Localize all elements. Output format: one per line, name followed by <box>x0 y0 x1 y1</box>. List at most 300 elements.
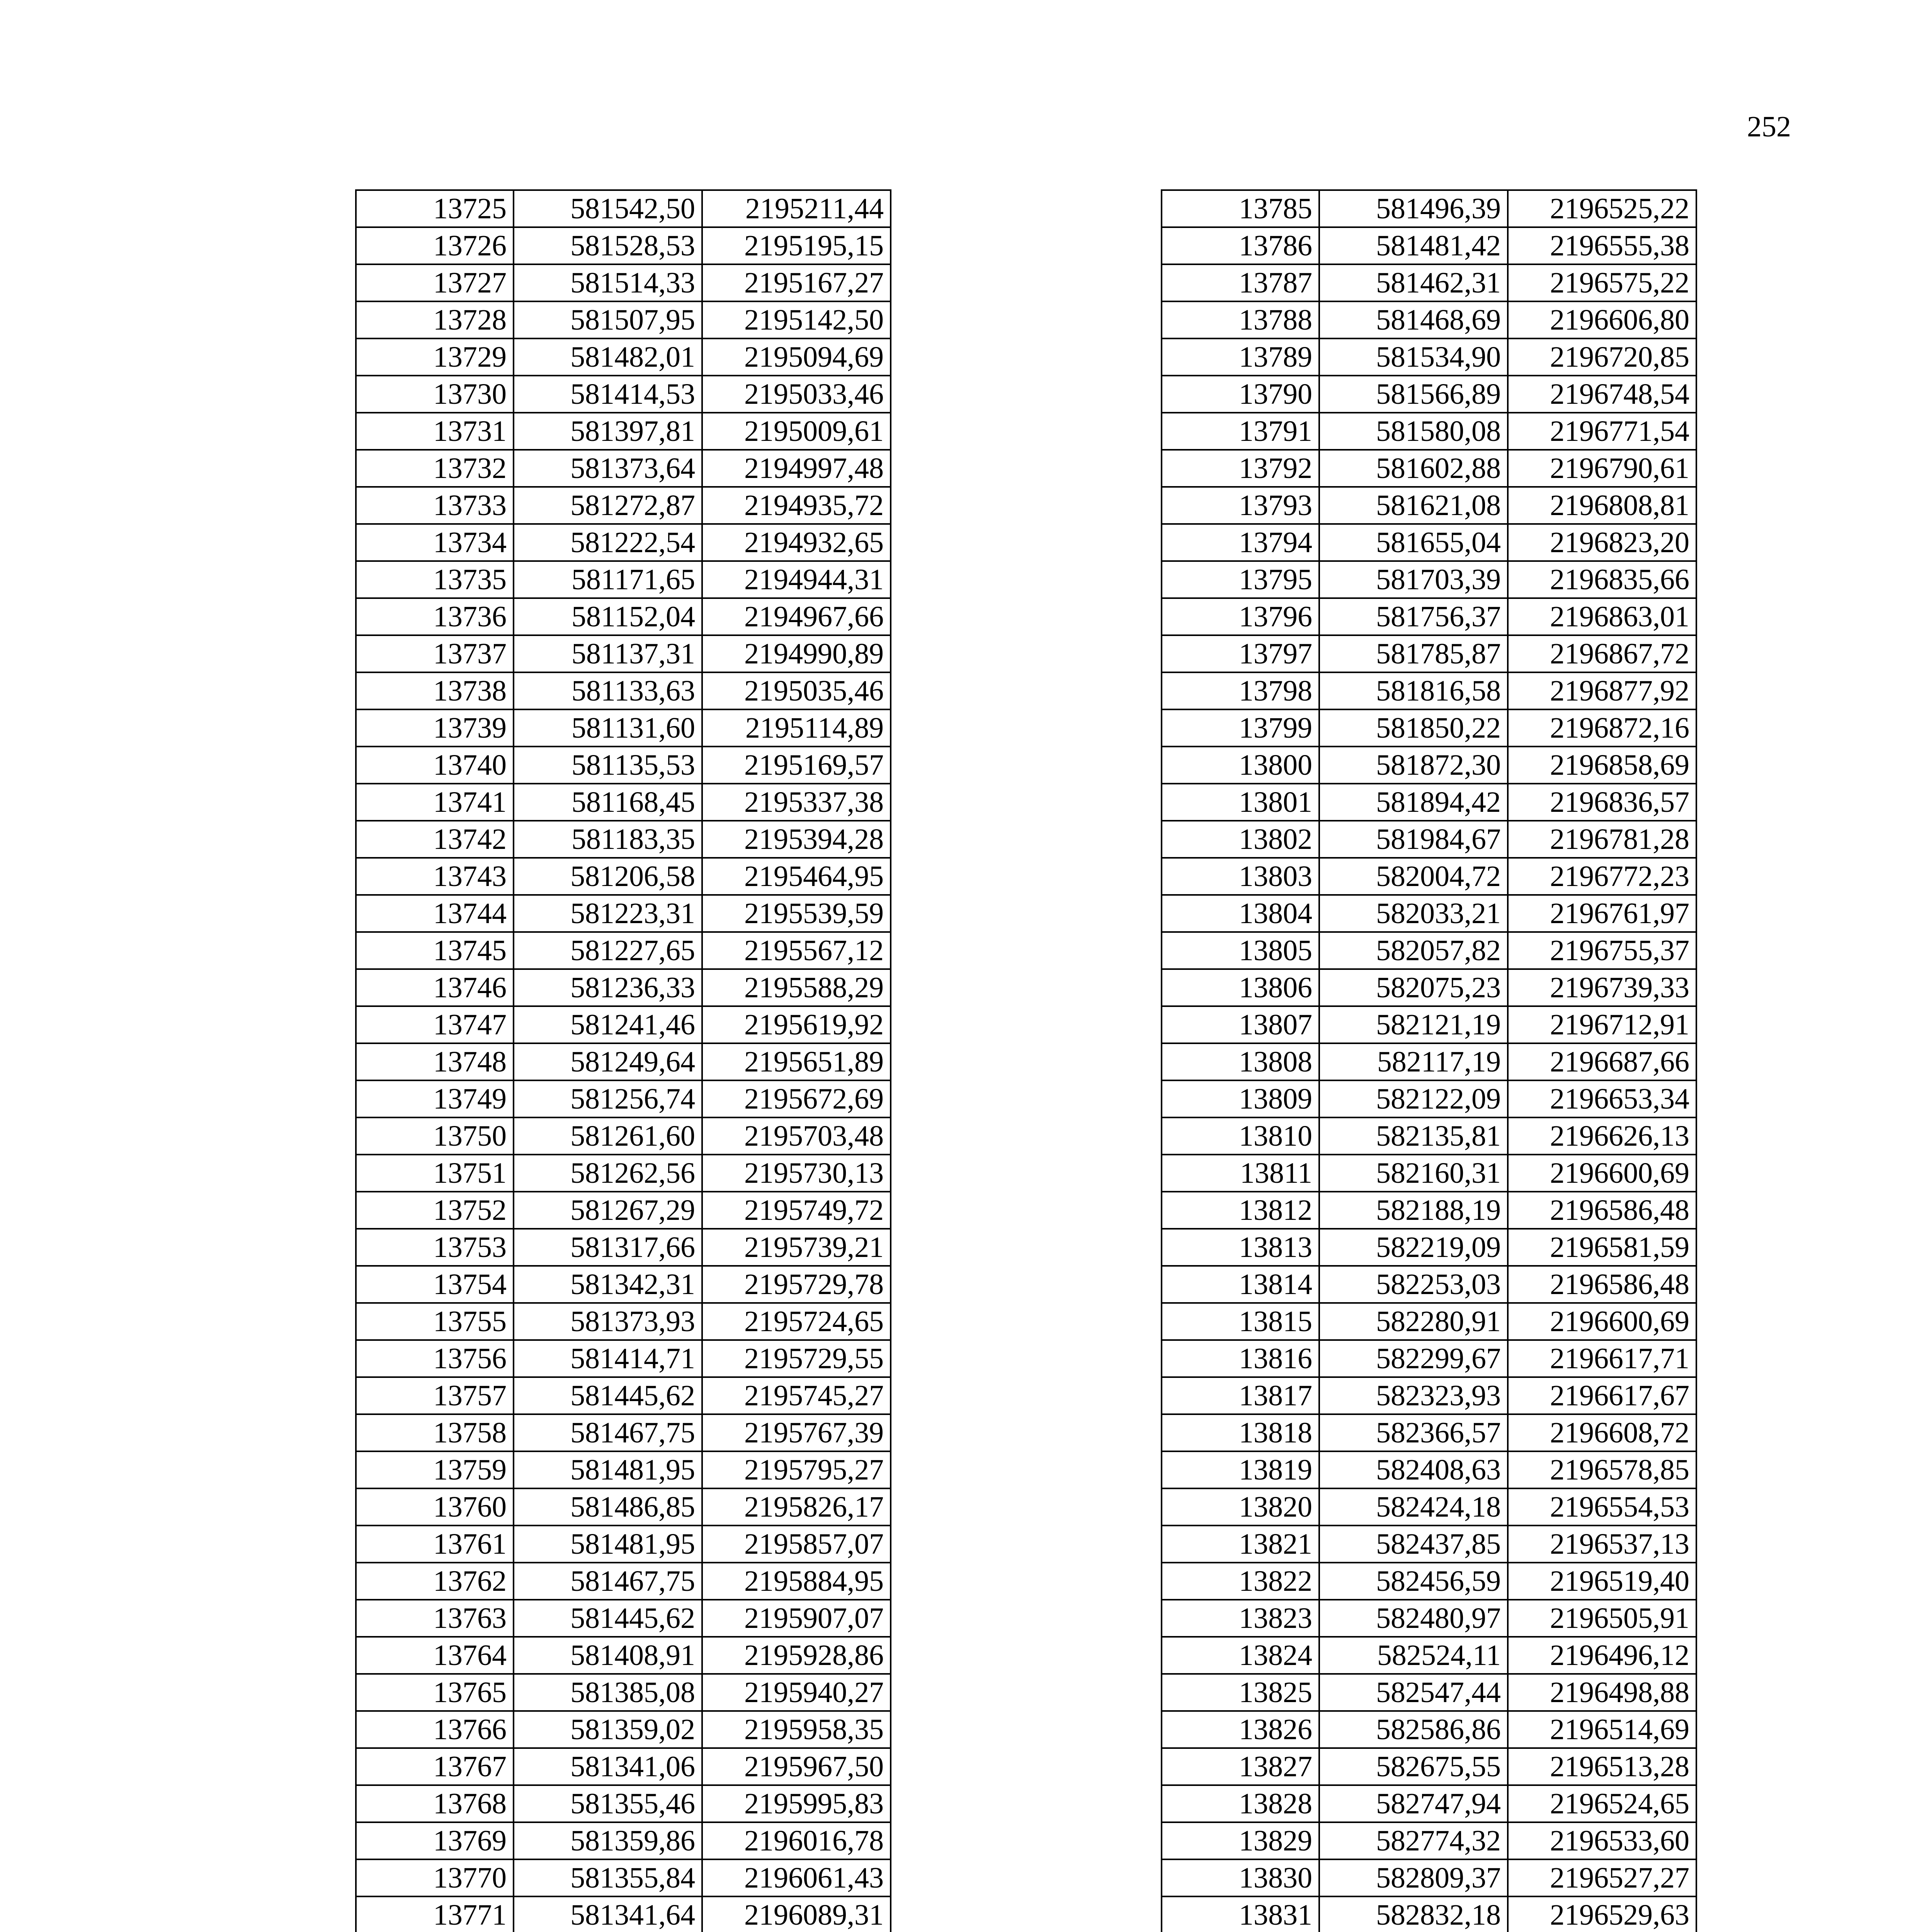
y-coordinate-cell: 2195749,72 <box>702 1192 891 1229</box>
y-coordinate-cell: 2196575,22 <box>1508 264 1696 301</box>
point-number-cell: 13803 <box>1162 858 1319 895</box>
point-number-cell: 13820 <box>1162 1488 1319 1526</box>
point-number-cell: 13828 <box>1162 1785 1319 1822</box>
point-number-cell: 13725 <box>356 190 514 227</box>
point-number-cell: 13763 <box>356 1600 514 1637</box>
point-number-cell: 13770 <box>356 1859 514 1896</box>
y-coordinate-cell: 2196877,92 <box>1508 672 1696 709</box>
table-row <box>1162 1117 1696 1155</box>
table-row <box>1162 895 1696 932</box>
table-row <box>1162 1229 1696 1266</box>
point-number-cell: 13744 <box>356 895 514 932</box>
table-row <box>356 1637 891 1674</box>
point-number-cell: 13727 <box>356 264 514 301</box>
y-coordinate-cell: 2195035,46 <box>702 672 891 709</box>
y-coordinate-cell: 2196761,97 <box>1508 895 1696 932</box>
y-coordinate-cell: 2195114,89 <box>702 709 891 747</box>
x-coordinate-cell: 581467,75 <box>514 1563 702 1600</box>
x-coordinate-cell: 581534,90 <box>1319 338 1508 376</box>
point-number-cell: 13823 <box>1162 1600 1319 1637</box>
x-coordinate-cell: 581341,64 <box>514 1896 702 1932</box>
x-coordinate-cell: 581256,74 <box>514 1080 702 1117</box>
y-coordinate-cell: 2196089,31 <box>702 1896 891 1932</box>
x-coordinate-cell: 582809,37 <box>1319 1859 1508 1896</box>
y-coordinate-cell: 2196525,22 <box>1508 190 1696 227</box>
point-number-cell: 13733 <box>356 487 514 524</box>
table-row <box>356 598 891 635</box>
point-number-cell: 13757 <box>356 1377 514 1414</box>
table-row <box>356 709 891 747</box>
y-coordinate-cell: 2195009,61 <box>702 413 891 450</box>
y-coordinate-cell: 2196529,63 <box>1508 1896 1696 1932</box>
table-row <box>356 1563 891 1600</box>
x-coordinate-cell: 581655,04 <box>1319 524 1508 561</box>
point-number-cell: 13734 <box>356 524 514 561</box>
x-coordinate-cell: 582675,55 <box>1319 1748 1508 1785</box>
point-number-cell: 13822 <box>1162 1563 1319 1600</box>
y-coordinate-cell: 2196808,81 <box>1508 487 1696 524</box>
x-coordinate-cell: 581168,45 <box>514 784 702 821</box>
y-coordinate-cell: 2196720,85 <box>1508 338 1696 376</box>
x-coordinate-cell: 581171,65 <box>514 561 702 598</box>
x-coordinate-cell: 582747,94 <box>1319 1785 1508 1822</box>
y-coordinate-cell: 2196581,59 <box>1508 1229 1696 1266</box>
y-coordinate-cell: 2194944,31 <box>702 561 891 598</box>
y-coordinate-cell: 2195795,27 <box>702 1451 891 1488</box>
y-coordinate-cell: 2195739,21 <box>702 1229 891 1266</box>
y-coordinate-cell: 2196586,48 <box>1508 1192 1696 1229</box>
x-coordinate-cell: 581359,86 <box>514 1822 702 1859</box>
y-coordinate-cell: 2196858,69 <box>1508 747 1696 784</box>
x-coordinate-cell: 582160,31 <box>1319 1155 1508 1192</box>
y-coordinate-cell: 2194990,89 <box>702 635 891 672</box>
y-coordinate-cell: 2196835,66 <box>1508 561 1696 598</box>
x-coordinate-cell: 581206,58 <box>514 858 702 895</box>
y-coordinate-cell: 2195826,17 <box>702 1488 891 1526</box>
x-coordinate-cell: 581227,65 <box>514 932 702 969</box>
point-number-cell: 13793 <box>1162 487 1319 524</box>
point-number-cell: 13750 <box>356 1117 514 1155</box>
table-row <box>1162 413 1696 450</box>
table-row <box>356 1785 891 1822</box>
point-number-cell: 13802 <box>1162 821 1319 858</box>
x-coordinate-cell: 581621,08 <box>1319 487 1508 524</box>
point-number-cell: 13726 <box>356 227 514 264</box>
point-number-cell: 13742 <box>356 821 514 858</box>
table-row <box>356 524 891 561</box>
x-coordinate-cell: 582004,72 <box>1319 858 1508 895</box>
point-number-cell: 13830 <box>1162 1859 1319 1896</box>
x-coordinate-cell: 582299,67 <box>1319 1340 1508 1377</box>
point-number-cell: 13787 <box>1162 264 1319 301</box>
x-coordinate-cell: 582121,19 <box>1319 1006 1508 1043</box>
table-row <box>1162 1414 1696 1451</box>
table-row <box>356 487 891 524</box>
table-row <box>356 1192 891 1229</box>
y-coordinate-cell: 2195211,44 <box>702 190 891 227</box>
x-coordinate-cell: 581272,87 <box>514 487 702 524</box>
y-coordinate-cell: 2195588,29 <box>702 969 891 1006</box>
x-coordinate-cell: 581133,63 <box>514 672 702 709</box>
y-coordinate-cell: 2194967,66 <box>702 598 891 635</box>
x-coordinate-cell: 582774,32 <box>1319 1822 1508 1859</box>
x-coordinate-cell: 581262,56 <box>514 1155 702 1192</box>
table-row <box>356 1303 891 1340</box>
y-coordinate-cell: 2196608,72 <box>1508 1414 1696 1451</box>
point-number-cell: 13800 <box>1162 747 1319 784</box>
x-coordinate-cell: 582323,93 <box>1319 1377 1508 1414</box>
table-row <box>1162 1711 1696 1748</box>
table-row <box>1162 1600 1696 1637</box>
table-row <box>356 227 891 264</box>
table-row <box>1162 1303 1696 1340</box>
point-number-cell: 13754 <box>356 1266 514 1303</box>
table-row <box>1162 1822 1696 1859</box>
table-body <box>356 190 891 1932</box>
y-coordinate-cell: 2195730,13 <box>702 1155 891 1192</box>
y-coordinate-cell: 2195539,59 <box>702 895 891 932</box>
x-coordinate-cell: 582135,81 <box>1319 1117 1508 1155</box>
table-row <box>1162 1377 1696 1414</box>
table-row <box>356 858 891 895</box>
table-row <box>1162 338 1696 376</box>
y-coordinate-cell: 2196739,33 <box>1508 969 1696 1006</box>
x-coordinate-cell: 581373,93 <box>514 1303 702 1340</box>
x-coordinate-cell: 582547,44 <box>1319 1674 1508 1711</box>
table-row <box>1162 1637 1696 1674</box>
table-row <box>356 1377 891 1414</box>
table-row <box>356 672 891 709</box>
point-number-cell: 13810 <box>1162 1117 1319 1155</box>
y-coordinate-cell: 2195567,12 <box>702 932 891 969</box>
table-row <box>356 1526 891 1563</box>
point-number-cell: 13795 <box>1162 561 1319 598</box>
y-coordinate-cell: 2196617,67 <box>1508 1377 1696 1414</box>
y-coordinate-cell: 2196771,54 <box>1508 413 1696 450</box>
table-row <box>1162 561 1696 598</box>
y-coordinate-cell: 2196519,40 <box>1508 1563 1696 1600</box>
y-coordinate-cell: 2195337,38 <box>702 784 891 821</box>
table-row <box>1162 598 1696 635</box>
point-number-cell: 13760 <box>356 1488 514 1526</box>
table-row <box>356 190 891 227</box>
table-row <box>356 413 891 450</box>
table-row <box>1162 1896 1696 1932</box>
y-coordinate-cell: 2195907,07 <box>702 1600 891 1637</box>
table-row <box>1162 1748 1696 1785</box>
point-number-cell: 13747 <box>356 1006 514 1043</box>
table-row <box>1162 1488 1696 1526</box>
x-coordinate-cell: 581355,46 <box>514 1785 702 1822</box>
x-coordinate-cell: 581137,31 <box>514 635 702 672</box>
x-coordinate-cell: 581756,37 <box>1319 598 1508 635</box>
x-coordinate-cell: 581135,53 <box>514 747 702 784</box>
table-row <box>1162 524 1696 561</box>
x-coordinate-cell: 581481,95 <box>514 1451 702 1488</box>
y-coordinate-cell: 2195928,86 <box>702 1637 891 1674</box>
y-coordinate-cell: 2196600,69 <box>1508 1155 1696 1192</box>
coordinates-table-left <box>355 189 891 1932</box>
x-coordinate-cell: 581542,50 <box>514 190 702 227</box>
table-row <box>356 1043 891 1080</box>
point-number-cell: 13756 <box>356 1340 514 1377</box>
table-row <box>356 895 891 932</box>
point-number-cell: 13788 <box>1162 301 1319 338</box>
y-coordinate-cell: 2196061,43 <box>702 1859 891 1896</box>
point-number-cell: 13821 <box>1162 1526 1319 1563</box>
x-coordinate-cell: 582437,85 <box>1319 1526 1508 1563</box>
table-row <box>356 1896 891 1932</box>
y-coordinate-cell: 2195167,27 <box>702 264 891 301</box>
page-number: 252 <box>1747 111 1791 143</box>
y-coordinate-cell: 2196505,91 <box>1508 1600 1696 1637</box>
table-row <box>1162 858 1696 895</box>
point-number-cell: 13816 <box>1162 1340 1319 1377</box>
y-coordinate-cell: 2196524,65 <box>1508 1785 1696 1822</box>
x-coordinate-cell: 582524,11 <box>1319 1637 1508 1674</box>
point-number-cell: 13806 <box>1162 969 1319 1006</box>
table-row <box>356 1080 891 1117</box>
table-row <box>356 1711 891 1748</box>
x-coordinate-cell: 581481,95 <box>514 1526 702 1563</box>
table-row <box>356 1229 891 1266</box>
point-number-cell: 13796 <box>1162 598 1319 635</box>
y-coordinate-cell: 2196554,53 <box>1508 1488 1696 1526</box>
table-row <box>1162 672 1696 709</box>
y-coordinate-cell: 2196836,57 <box>1508 784 1696 821</box>
point-number-cell: 13766 <box>356 1711 514 1748</box>
table-row <box>1162 227 1696 264</box>
y-coordinate-cell: 2194935,72 <box>702 487 891 524</box>
x-coordinate-cell: 582586,86 <box>1319 1711 1508 1748</box>
x-coordinate-cell: 582075,23 <box>1319 969 1508 1006</box>
table-row <box>356 1117 891 1155</box>
point-number-cell: 13749 <box>356 1080 514 1117</box>
x-coordinate-cell: 582122,09 <box>1319 1080 1508 1117</box>
x-coordinate-cell: 581342,31 <box>514 1266 702 1303</box>
point-number-cell: 13758 <box>356 1414 514 1451</box>
table-row <box>1162 1080 1696 1117</box>
x-coordinate-cell: 581397,81 <box>514 413 702 450</box>
x-coordinate-cell: 581496,39 <box>1319 190 1508 227</box>
y-coordinate-cell: 2196527,27 <box>1508 1859 1696 1896</box>
x-coordinate-cell: 581183,35 <box>514 821 702 858</box>
table-row <box>356 1451 891 1488</box>
point-number-cell: 13792 <box>1162 450 1319 487</box>
table-row <box>1162 301 1696 338</box>
x-coordinate-cell: 581152,04 <box>514 598 702 635</box>
table-row <box>356 376 891 413</box>
x-coordinate-cell: 581267,29 <box>514 1192 702 1229</box>
point-number-cell: 13812 <box>1162 1192 1319 1229</box>
x-coordinate-cell: 582366,57 <box>1319 1414 1508 1451</box>
y-coordinate-cell: 2195767,39 <box>702 1414 891 1451</box>
y-coordinate-cell: 2195729,55 <box>702 1340 891 1377</box>
table-row <box>1162 932 1696 969</box>
y-coordinate-cell: 2196617,71 <box>1508 1340 1696 1377</box>
point-number-cell: 13767 <box>356 1748 514 1785</box>
y-coordinate-cell: 2196626,13 <box>1508 1117 1696 1155</box>
y-coordinate-cell: 2196496,12 <box>1508 1637 1696 1674</box>
x-coordinate-cell: 581481,42 <box>1319 227 1508 264</box>
x-coordinate-cell: 582280,91 <box>1319 1303 1508 1340</box>
x-coordinate-cell: 581414,53 <box>514 376 702 413</box>
table-row <box>1162 1192 1696 1229</box>
y-coordinate-cell: 2196748,54 <box>1508 376 1696 413</box>
table-row <box>356 1006 891 1043</box>
point-number-cell: 13728 <box>356 301 514 338</box>
x-coordinate-cell: 581317,66 <box>514 1229 702 1266</box>
point-number-cell: 13753 <box>356 1229 514 1266</box>
x-coordinate-cell: 581984,67 <box>1319 821 1508 858</box>
table-row <box>1162 1340 1696 1377</box>
x-coordinate-cell: 582832,18 <box>1319 1896 1508 1932</box>
x-coordinate-cell: 581467,75 <box>514 1414 702 1451</box>
x-coordinate-cell: 581385,08 <box>514 1674 702 1711</box>
x-coordinate-cell: 581359,02 <box>514 1711 702 1748</box>
point-number-cell: 13769 <box>356 1822 514 1859</box>
y-coordinate-cell: 2195995,83 <box>702 1785 891 1822</box>
point-number-cell: 13791 <box>1162 413 1319 450</box>
table-row <box>1162 1785 1696 1822</box>
y-coordinate-cell: 2195958,35 <box>702 1711 891 1748</box>
y-coordinate-cell: 2196498,88 <box>1508 1674 1696 1711</box>
table-row <box>1162 1526 1696 1563</box>
y-coordinate-cell: 2195195,15 <box>702 227 891 264</box>
x-coordinate-cell: 581528,53 <box>514 227 702 264</box>
table-row <box>356 1155 891 1192</box>
x-coordinate-cell: 581241,46 <box>514 1006 702 1043</box>
table-row <box>356 784 891 821</box>
x-coordinate-cell: 582456,59 <box>1319 1563 1508 1600</box>
point-number-cell: 13790 <box>1162 376 1319 413</box>
point-number-cell: 13743 <box>356 858 514 895</box>
y-coordinate-cell: 2196755,37 <box>1508 932 1696 969</box>
table-row <box>356 969 891 1006</box>
table-row <box>356 1859 891 1896</box>
table-row <box>1162 635 1696 672</box>
y-coordinate-cell: 2195967,50 <box>702 1748 891 1785</box>
x-coordinate-cell: 581482,01 <box>514 338 702 376</box>
y-coordinate-cell: 2195651,89 <box>702 1043 891 1080</box>
y-coordinate-cell: 2195142,50 <box>702 301 891 338</box>
y-coordinate-cell: 2195857,07 <box>702 1526 891 1563</box>
table-row <box>356 1340 891 1377</box>
point-number-cell: 13741 <box>356 784 514 821</box>
x-coordinate-cell: 581249,64 <box>514 1043 702 1080</box>
point-number-cell: 13730 <box>356 376 514 413</box>
point-number-cell: 13764 <box>356 1637 514 1674</box>
y-coordinate-cell: 2196514,69 <box>1508 1711 1696 1748</box>
y-coordinate-cell: 2196578,85 <box>1508 1451 1696 1488</box>
x-coordinate-cell: 581445,62 <box>514 1377 702 1414</box>
table-row <box>356 338 891 376</box>
point-number-cell: 13826 <box>1162 1711 1319 1748</box>
table-row <box>356 1488 891 1526</box>
x-coordinate-cell: 581816,58 <box>1319 672 1508 709</box>
y-coordinate-cell: 2195394,28 <box>702 821 891 858</box>
point-number-cell: 13765 <box>356 1674 514 1711</box>
x-coordinate-cell: 581850,22 <box>1319 709 1508 747</box>
point-number-cell: 13759 <box>356 1451 514 1488</box>
x-coordinate-cell: 582117,19 <box>1319 1043 1508 1080</box>
table-row <box>356 264 891 301</box>
point-number-cell: 13813 <box>1162 1229 1319 1266</box>
table-row <box>356 747 891 784</box>
point-number-cell: 13815 <box>1162 1303 1319 1340</box>
y-coordinate-cell: 2195703,48 <box>702 1117 891 1155</box>
table-row <box>356 1674 891 1711</box>
y-coordinate-cell: 2196555,38 <box>1508 227 1696 264</box>
x-coordinate-cell: 582424,18 <box>1319 1488 1508 1526</box>
point-number-cell: 13789 <box>1162 338 1319 376</box>
point-number-cell: 13732 <box>356 450 514 487</box>
y-coordinate-cell: 2196781,28 <box>1508 821 1696 858</box>
table-row <box>356 450 891 487</box>
y-coordinate-cell: 2196513,28 <box>1508 1748 1696 1785</box>
table-row <box>1162 1674 1696 1711</box>
x-coordinate-cell: 581486,85 <box>514 1488 702 1526</box>
point-number-cell: 13736 <box>356 598 514 635</box>
point-number-cell: 13739 <box>356 709 514 747</box>
table-row <box>1162 1859 1696 1896</box>
y-coordinate-cell: 2196790,61 <box>1508 450 1696 487</box>
table-row <box>356 1414 891 1451</box>
x-coordinate-cell: 582408,63 <box>1319 1451 1508 1488</box>
point-number-cell: 13737 <box>356 635 514 672</box>
y-coordinate-cell: 2195094,69 <box>702 338 891 376</box>
x-coordinate-cell: 581894,42 <box>1319 784 1508 821</box>
point-number-cell: 13761 <box>356 1526 514 1563</box>
x-coordinate-cell: 581872,30 <box>1319 747 1508 784</box>
y-coordinate-cell: 2196863,01 <box>1508 598 1696 635</box>
table-row <box>1162 487 1696 524</box>
point-number-cell: 13818 <box>1162 1414 1319 1451</box>
table-row <box>1162 747 1696 784</box>
point-number-cell: 13729 <box>356 338 514 376</box>
y-coordinate-cell: 2195940,27 <box>702 1674 891 1711</box>
y-coordinate-cell: 2195033,46 <box>702 376 891 413</box>
x-coordinate-cell: 581236,33 <box>514 969 702 1006</box>
point-number-cell: 13768 <box>356 1785 514 1822</box>
x-coordinate-cell: 582057,82 <box>1319 932 1508 969</box>
point-number-cell: 13811 <box>1162 1155 1319 1192</box>
y-coordinate-cell: 2196872,16 <box>1508 709 1696 747</box>
table-row <box>1162 969 1696 1006</box>
table-row <box>1162 1563 1696 1600</box>
point-number-cell: 13794 <box>1162 524 1319 561</box>
y-coordinate-cell: 2195672,69 <box>702 1080 891 1117</box>
x-coordinate-cell: 581602,88 <box>1319 450 1508 487</box>
y-coordinate-cell: 2196823,20 <box>1508 524 1696 561</box>
point-number-cell: 13752 <box>356 1192 514 1229</box>
point-number-cell: 13817 <box>1162 1377 1319 1414</box>
table-row <box>356 561 891 598</box>
point-number-cell: 13831 <box>1162 1896 1319 1932</box>
y-coordinate-cell: 2194997,48 <box>702 450 891 487</box>
x-coordinate-cell: 581131,60 <box>514 709 702 747</box>
x-coordinate-cell: 582219,09 <box>1319 1229 1508 1266</box>
y-coordinate-cell: 2195724,65 <box>702 1303 891 1340</box>
point-number-cell: 13805 <box>1162 932 1319 969</box>
x-coordinate-cell: 581445,62 <box>514 1600 702 1637</box>
table-row <box>1162 784 1696 821</box>
point-number-cell: 13731 <box>356 413 514 450</box>
point-number-cell: 13825 <box>1162 1674 1319 1711</box>
y-coordinate-cell: 2196687,66 <box>1508 1043 1696 1080</box>
point-number-cell: 13799 <box>1162 709 1319 747</box>
table-row <box>1162 264 1696 301</box>
